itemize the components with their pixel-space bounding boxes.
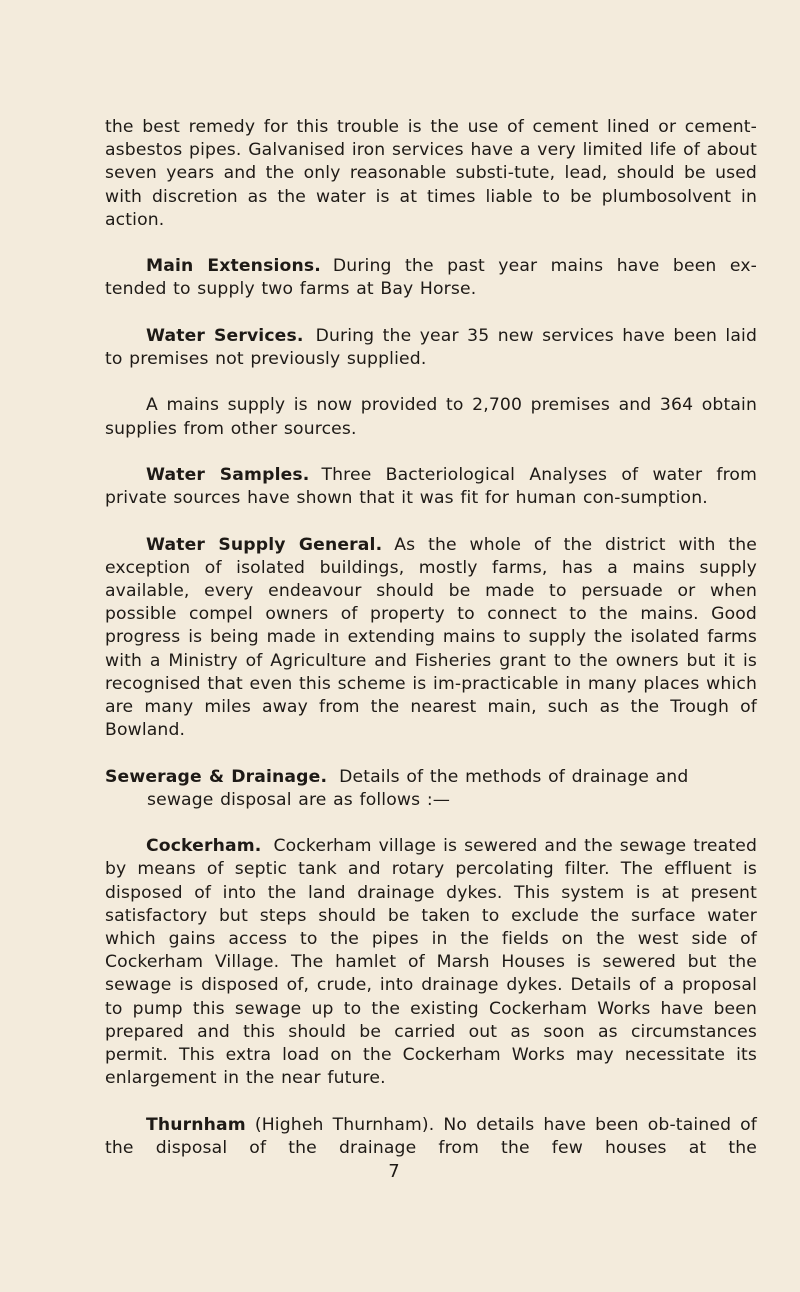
document-page: [105, 116, 757, 1183]
section-heading-water-services: Water Services.: [146, 325, 304, 346]
paragraph-water-services: [105, 325, 757, 371]
paragraph-text: During the past year mains have been ex-tended to supply two farms at Bay Horse.: [105, 256, 758, 300]
paragraph-text: the best remedy for this trouble is the use of cement lined or cement-asbestos pipes. Galvanised iron services have a very limited life of about seven years and the only reasonable substi-tute, lead, should be used with discretion as the water is at times liable to be plumbosolvent in action.: [105, 117, 757, 230]
paragraph-text: During the year 35 new services have been laid to premises not previously supplied.: [105, 325, 757, 369]
section-heading-sewerage-drainage: Sewerage & Drainage.: [105, 766, 328, 787]
paragraph-text: Three Bacteriological Analyses of water from private sources have shown that it was fit for human con-sumption.: [105, 464, 757, 509]
paragraph-text: As the whole of the district with the exception of isolated buildings, mostly farms, has a mains supply available, every endeavour should be made to persuade or when possible compel owners of property to connect to the mains. Good progress is being made in extending mains to supply the isolated farms with a Ministry of Agriculture and Fisheries grant to the owners but it is recognised that even this scheme is im-practicable in many places which are many miles away from the nearest main, such as the Trough of Bowland.: [105, 534, 757, 741]
paragraph-sewerage-drainage: [105, 766, 757, 812]
paragraph-cockerham: [105, 835, 757, 1090]
paragraph-pipes-remedy: [105, 116, 757, 232]
paragraph-thurnham: [105, 1114, 757, 1160]
section-heading-water-samples: Water Samples.: [146, 464, 310, 485]
page-number: 7: [388, 1161, 400, 1182]
paragraph-water-samples: [105, 464, 757, 510]
paragraph-mains-supply: [105, 394, 757, 440]
paragraph-water-supply-general: [105, 534, 757, 743]
section-heading-water-supply-general: Water Supply General.: [146, 534, 383, 555]
section-heading-main-extensions: Main Extensions.: [146, 256, 321, 277]
paragraph-text: Cockerham village is sewered and the sewage treated by means of septic tank and rotary percolating filter. The effluent is disposed of into the land drainage dykes. This system is at present satisfactory but steps should be taken to exclude the surface water which gains access to the pipes in the fields on the west side of Cockerham Village. The hamlet of Marsh Houses is sewered but the sewage is disposed of, crude, into drainage dykes. Details of a proposal to pump this sewage up to the existing Cockerham Works have been prepared and this should be carried out as soon as circumstances permit. This extra load on the Cockerham Works may necessitate its enlargement in the near future.: [105, 836, 757, 1089]
paragraph-main-extensions: [105, 255, 757, 301]
section-heading-cockerham: Cockerham.: [146, 836, 262, 857]
paragraph-text: A mains supply is now provided to 2,700 premises and 364 obtain supplies from other sources.: [105, 395, 757, 439]
paragraph-text: (Higheh Thurnham). No details have been ob-tained of the disposal of the drainage from the few houses at the: [105, 1114, 757, 1158]
section-heading-thurnham: Thurnham: [146, 1114, 246, 1135]
paragraph-text: Details of the methods of drainage and sewage disposal are as follows :—: [147, 766, 689, 810]
